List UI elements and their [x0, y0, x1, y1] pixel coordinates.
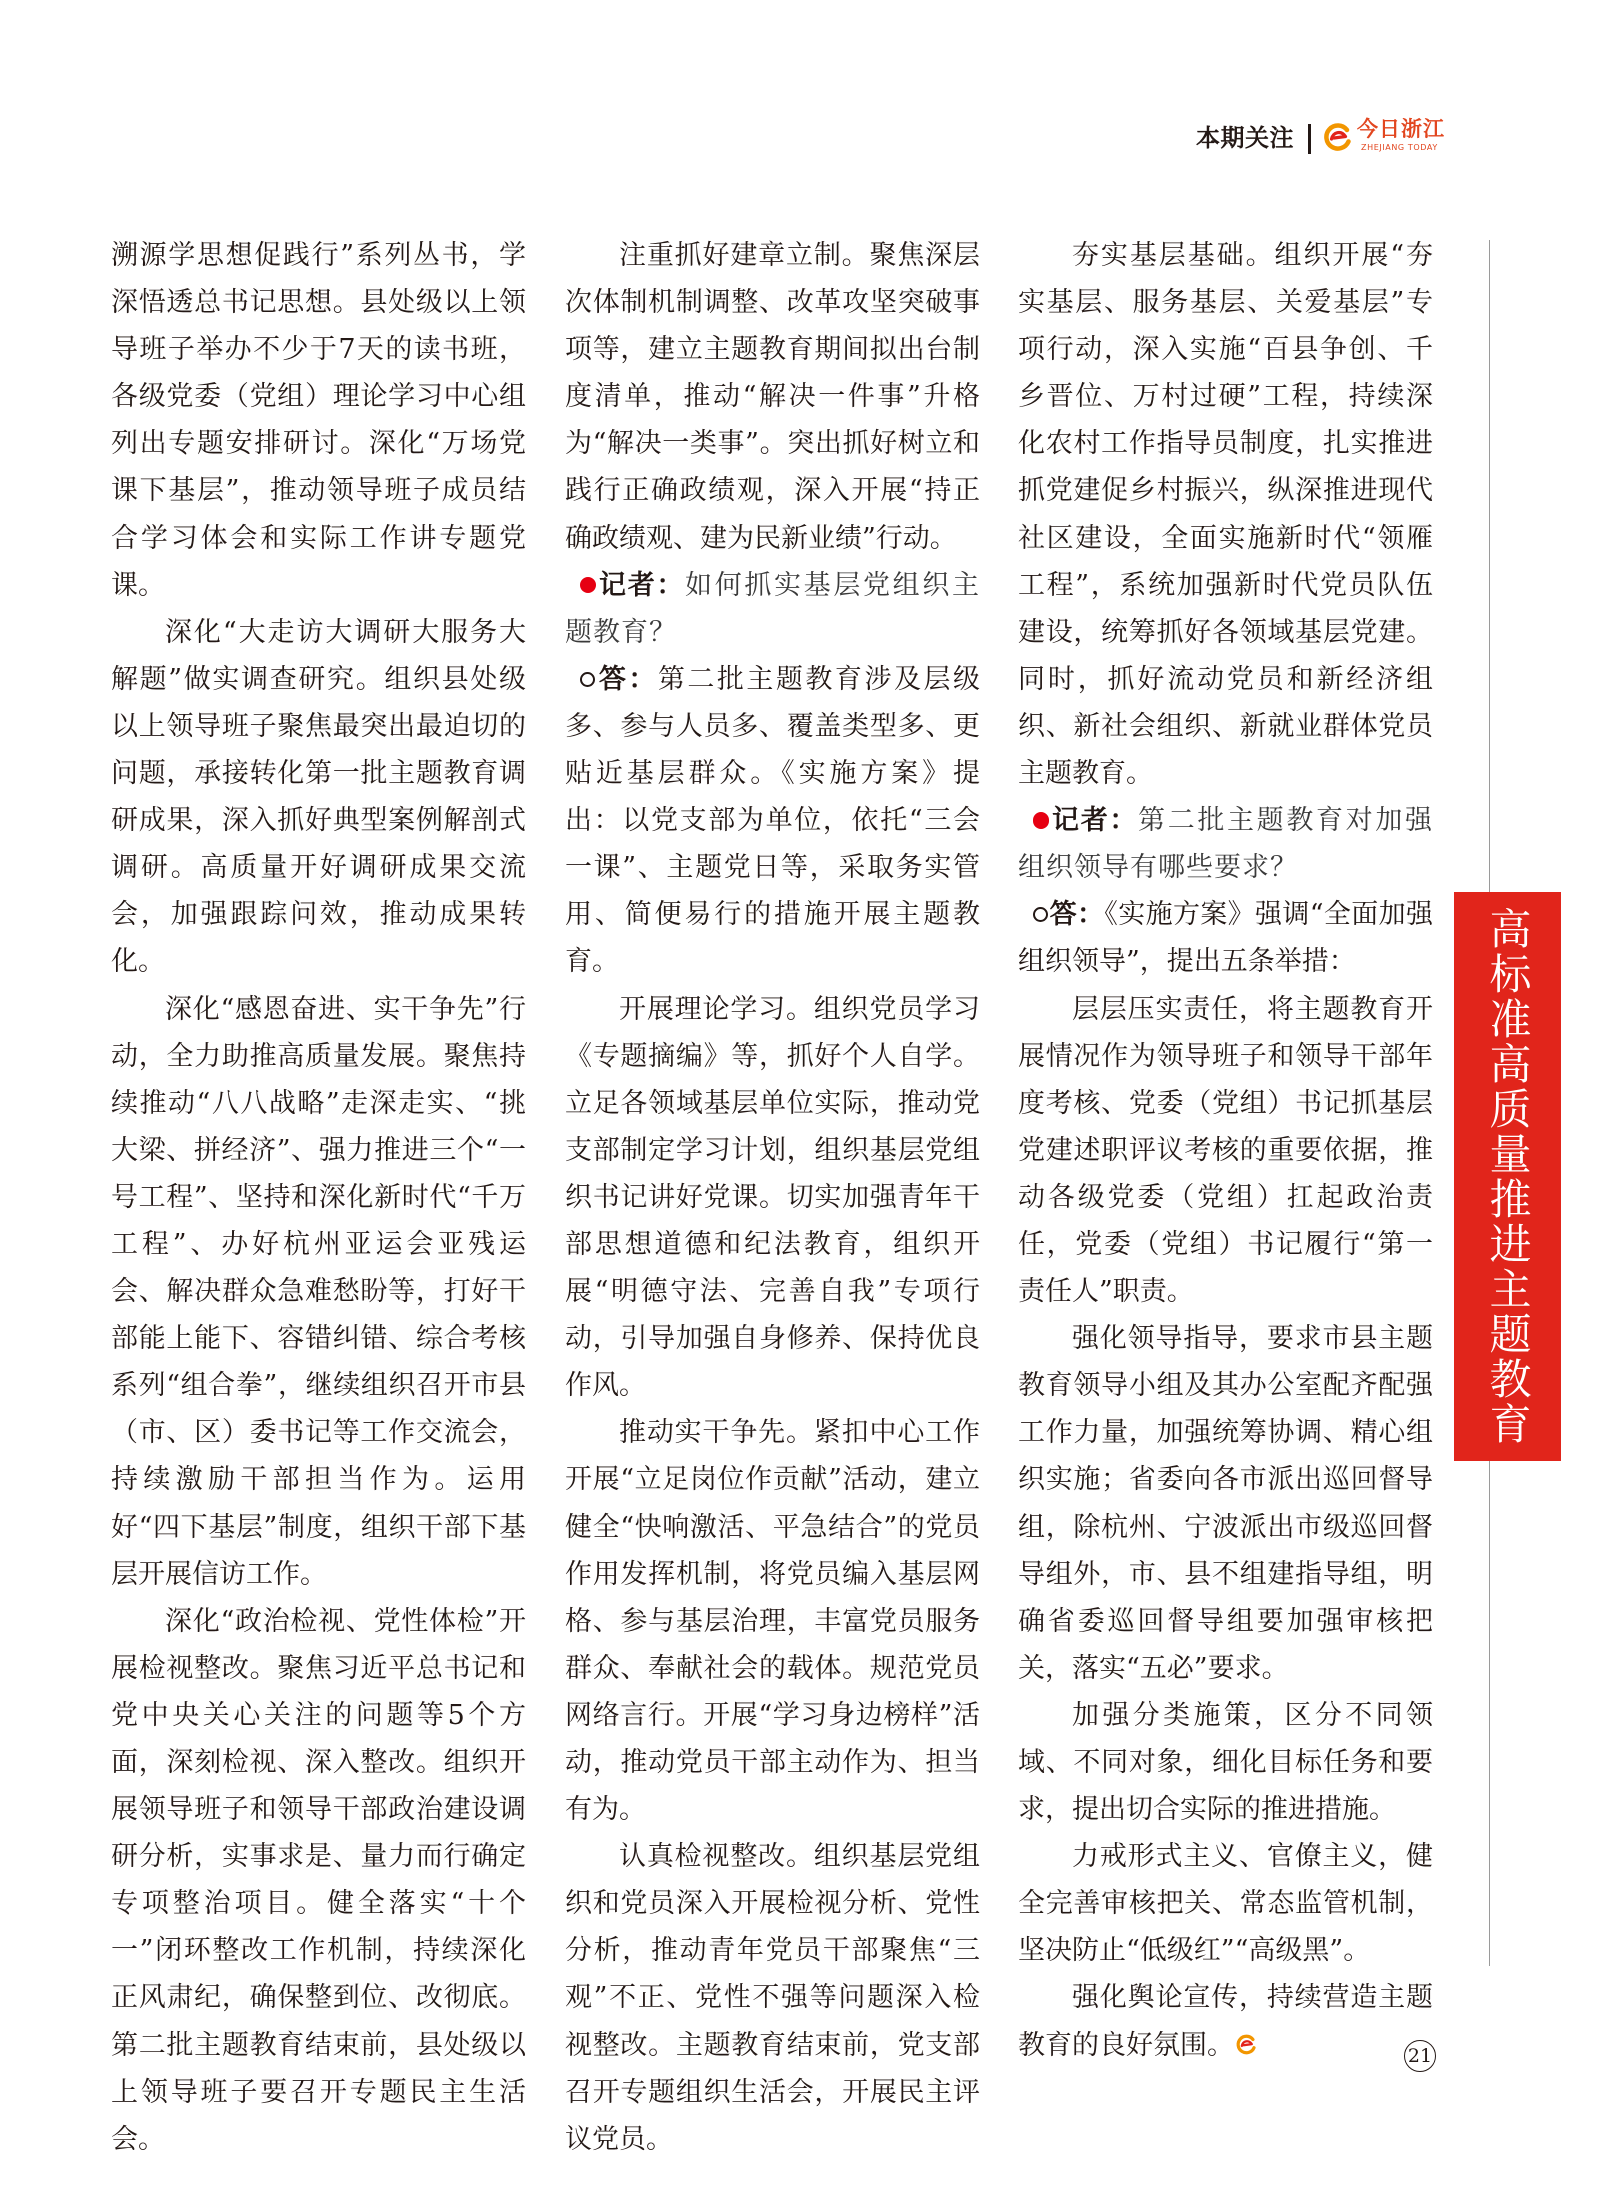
paragraph: 认真检视整改。组织基层党组织和党员深入开展检视分析、党性分析，推动青年党员干部聚焦“三观”不正、党性不强等问题深入检视整改。主题教育结束前，党支部召开专题组织生活会，开展民主评议党员。 — [565, 1841, 980, 2155]
answer-text: 《实施方案》强调“全面加强组织领导”，提出五条举措： — [1018, 899, 1433, 978]
closing-paragraph — [1018, 1974, 1433, 2068]
interview-answer — [1018, 891, 1433, 985]
paragraph: 力戒形式主义、官僚主义，健全完善审核把关、常态监管机制，坚决防止“低级红”“高级黑”。 — [1018, 1841, 1433, 1967]
paragraph: 强化领导指导，要求市县主题教育领导小组及其办公室配齐配强工作力量，加强统筹协调、精心组织实施；省委向各市派出巡回督导组，除杭州、宁波派出市级巡回督导组外，市、县不组建指导组，明确省委巡回督导组要加强审核把关，落实“五必”要求。 — [1018, 1323, 1433, 1684]
paragraph: 加强分类施策，区分不同领域、不同对象，细化目标任务和要求，提出切合实际的推进措施。 — [1018, 1699, 1433, 1826]
open-bullet-icon — [580, 672, 595, 687]
paragraph: 层层压实责任，将主题教育开展情况作为领导班子和领导干部年度考核、党委（党组）书记抓基层党建述职评议考核的重要依据，推动各级党委（党组）扛起政治责任，党委（党组）书记履行“第一责任人”职责。 — [1018, 993, 1433, 1308]
filled-bullet-icon — [1033, 812, 1049, 828]
topic-side-tab — [1454, 892, 1561, 1461]
article-column-2 — [565, 232, 980, 2163]
question-label: 记者： — [1050, 805, 1139, 837]
page-number: 21 — [1404, 2040, 1436, 2072]
question-text: 如何抓实基层党组织主题教育？ — [565, 569, 981, 648]
article-column-3 — [1018, 232, 1433, 2069]
header-separator — [1308, 124, 1311, 154]
article-column-1 — [111, 232, 526, 2163]
paragraph: 推动实干争先。紧扣中心工作开展“立足岗位作贡献”活动，建立健全“快响激活、平急结合”的党员作用发挥机制，将党员编入基层网格、参与基层治理，丰富党员服务群众、奉献社会的载体。规范党员网络言行。开展“学习身边榜样”活动，推动党员干部主动作为、担当有为。 — [565, 1417, 980, 1826]
logo-wordmark: 今日浙江 — [1357, 116, 1445, 141]
paragraph-text: 强化舆论宣传，持续营造主题教育的良好氛围。 — [1018, 1982, 1433, 2061]
open-bullet-icon — [1033, 907, 1048, 922]
topic-title: 高标准高质量推进主题教育 — [1483, 906, 1533, 1447]
answer-label: 答： — [596, 663, 658, 695]
paragraph: 开展理论学习。组织党员学习《专题摘编》等，抓好个人自学。立足各领域基层单位实际，推动党支部制定学习计划，组织基层党组织书记讲好党课。切实加强青年干部思想道德和纪法教育，组织开展“明德守法、完善自我”专项行动，引导加强自身修养、保持优良作风。 — [565, 993, 980, 1402]
end-mark-logo-icon — [1235, 2033, 1258, 2056]
question-text: 第二批主题教育对加强组织领导有哪些要求？ — [1018, 805, 1434, 884]
paragraph: 夯实基层基础。组织开展“夯实基层、服务基层、关爱基层”专项行动，深入实施“百县争创、千乡晋位、万村过硬”工程，持续深化农村工作指导员制度，扎实推进抓党建促乡村振兴，纵深推进现代社区建设，全面实施新时代“领雁工程”，系统加强新时代党员队伍建设，统筹抓好各领域基层党建。同时，抓好流动党员和新经济组织、新社会组织、新就业群体党员主题教育。 — [1018, 240, 1433, 790]
paragraph: 深化“感恩奋进、实干争先”行动，全力助推高质量发展。聚焦持续推动“八八战略”走深走实、“挑大梁、拼经济”、强力推进三个“一号工程”、坚持和深化新时代“千万工程”、办好杭州亚运会亚残运会、解决群众急难愁盼等，打好干部能上能下、容错纠错、综合考核系列“组合拳”，继续组织召开市县（市、区）委书记等工作交流会，持续激励干部担当作为。运用好“四下基层”制度，组织干部下基层开展信访工作。 — [111, 993, 526, 1590]
paragraph: 深化“大走访大调研大服务大解题”做实调查研究。组织县处级以上领导班子聚焦最突出最迫切的问题，承接转化第一批主题教育调研成果，深入抓好典型案例解剖式调研。高质量开好调研成果交流会，加强跟踪问效，推动成果转化。 — [111, 616, 526, 978]
interview-answer — [565, 656, 980, 986]
logo-subtitle: ZHEJIANG TODAY — [1361, 143, 1438, 152]
paragraph: 注重抓好建章立制。聚焦深层次体制机制调整、改革攻坚突破事项等，建立主题教育期间拟出台制度清单，推动“解决一件事”升格为“解决一类事”。突出抓好树立和践行正确政绩观，深入开展“持正确政绩观、建为民新业绩”行动。 — [565, 240, 980, 554]
interview-question — [1018, 797, 1433, 891]
answer-label: 答： — [1049, 899, 1105, 931]
paragraph: 深化“政治检视、党性体检”开展检视整改。聚焦习近平总书记和党中央关心关注的问题等5个方面，深刻检视、深入整改。组织开展领导班子和领导干部政治建设调研分析，实事求是、量力而行确定专项整治项目。健全落实“十个一”闭环整改工作机制，持续深化正风肃纪，确保整到位、改彻底。第二批主题教育结束前，县处级以上领导班子要召开专题民主生活会。 — [111, 1605, 526, 2155]
zhejiang-today-logo-icon — [1322, 121, 1354, 153]
question-label: 记者： — [597, 569, 686, 601]
answer-text: 第二批主题教育涉及层级多、参与人员多、覆盖类型多、更贴近基层群众。《实施方案》提出：以党支部为单位，依托“三会一课”、主题党日等，采取务实管用、简便易行的措施开展主题教育。 — [565, 663, 980, 978]
paragraph: 溯源学思想促践行”系列丛书，学深悟透总书记思想。县处级以上领导班子举办不少于7天的读书班，各级党委（党组）理论学习中心组列出专题安排研讨。深化“万场党课下基层”，推动领导班子成员结合学习体会和实际工作讲专题党课。 — [111, 240, 526, 601]
interview-question — [565, 562, 980, 656]
filled-bullet-icon — [580, 577, 596, 593]
section-label: 本期关注 — [1196, 124, 1294, 152]
